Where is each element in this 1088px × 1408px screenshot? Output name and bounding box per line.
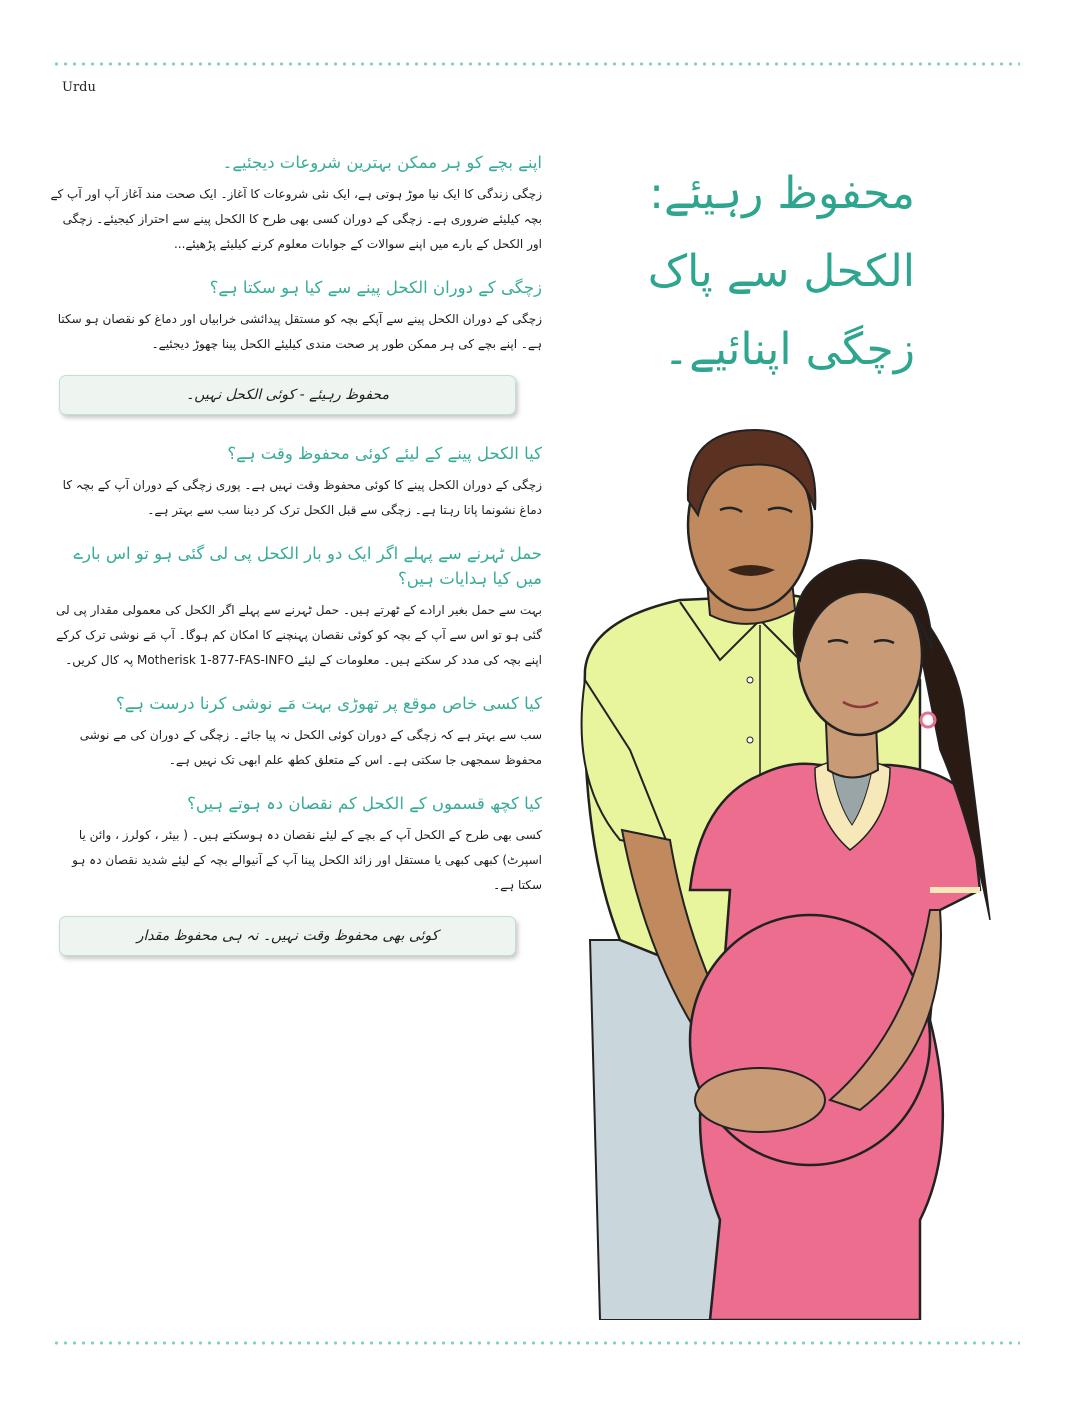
callout-no-safe-amount: کوئی بھی محفوظ وقت نہیں۔ نہ ہی محفوظ مقدار bbox=[59, 916, 516, 956]
section-before-pregnancy bbox=[50, 541, 542, 673]
section-heading: اپنے بچے کو ہر ممکن بہترین شروعات دیجئیے۔ bbox=[222, 153, 542, 172]
section-special-occasion bbox=[50, 691, 542, 773]
title-line-2: الکحل سے پاک bbox=[647, 246, 915, 297]
couple-illustration bbox=[560, 420, 1050, 1320]
title-line-3: زچگی اپنائیے۔ bbox=[663, 324, 915, 375]
callout-no-alcohol: محفوظ رہیئے - کوئی الکحل نہیں۔ bbox=[59, 375, 516, 415]
section-heading: حمل ٹہرنے سے پہلے اگر ایک دو بار الکحل پی لی گئی ہو تو اس بارے میں کیا ہدایات ہیں؟ bbox=[73, 544, 542, 588]
section-heading: کیا کچھ قسموں کے الکحل کم نقصان دہ ہوتے ہیں؟ bbox=[187, 794, 542, 813]
section-heading: زچگی کے دوران الکحل پینے سے کیا ہو سکتا ہے؟ bbox=[209, 278, 542, 297]
page-title bbox=[545, 155, 915, 389]
section-body: کسی بھی طرح کے الکحل آپ کے بچے کے لیئے نقصان دہ ہوسکتے ہیں۔ ( بیئر ، کولرز ، وائن یا اسپرٹ) کبھی کبھی یا مستقل اور زائد الکحل پینا آپ کے آنیوالے بچہ کے لیئے شدید نقصان دہ ہو سکتا ہے۔ bbox=[72, 828, 542, 892]
section-heading: کیا کسی خاص موقع پر تھوڑی بہت مَے نوشی کرنا درست ہے؟ bbox=[115, 694, 542, 713]
section-body: سب سے بہتر ہے کہ زچگی کے دوران کوئی الکحل نہ پیا جائے۔ زچگی کے دوران کی مے نوشی محفوظ سمجھی جا سکتی ہے۔ اس کے متعلق کطھ علم ابھی تک نہیں ہے۔ bbox=[79, 728, 542, 767]
section-types bbox=[50, 791, 542, 898]
article-column bbox=[50, 150, 542, 982]
section-body: زچگی کے دوران الکحل پینے کا کوئی محفوظ وقت نہیں ہے۔ پوری زچگی کے دوران آپ کے بچہ کا دماغ نشونما پاتا رہتا ہے۔ زچگی سے قبل الکحل ترک کر دینا سب سے بہتر ہے۔ bbox=[62, 478, 542, 517]
hair-tie bbox=[921, 713, 935, 727]
top-dotted-rule bbox=[52, 62, 1020, 66]
section-body: زچگی کے دوران الکحل پینے سے آپکے بچہ کو مستقل پیدائشی خرابیاں اور دماغ کو نقصان ہو سکتا ہے۔ اپنے بچے کی ہر ممکن طور پر صحت مندی کیلیئے الکحل پینا چھوڑ دیجئیے۔ bbox=[57, 312, 542, 351]
section-body: زچگی زندگی کا ایک نیا موڑ ہوتی ہے، ایک نئی شروعات کا آغاز۔ ایک صحت مند آغاز آپ اور آپ کے بچہ کیلیئے ضروری ہے۔ زچگی کے دوران کسی بھی طرح کا الکحل پینے سے احتراز کیجیئے۔ زچگی اور الکحل کے بارے میں اپنے سوالات کے جوابات معلوم کرنے کیلیئے پڑھیئے... bbox=[50, 187, 542, 251]
section-body: بہت سے حمل بغیر ارادے کے ٹھرتے ہیں۔ حمل ٹہرنے سے پہلے اگر الکحل کی معمولی مقدار پی لی گئی ہو تو اس سے آپ کے بچہ کو کوئی نقصان پہنچنے کا امکان کم ہوگا۔ آپ مَے نوشی ترک کرکے اپنے بچہ کی مدد کر سکتے ہیں۔ معلومات کے لیئے Motherisk 1-877-FAS-INFO پہ کال کریں۔ bbox=[55, 603, 542, 667]
title-line-1: محفوظ رہیئے: bbox=[649, 168, 915, 219]
section-effects bbox=[50, 275, 542, 357]
clasped-hands bbox=[695, 1068, 825, 1132]
bottom-dotted-rule bbox=[52, 1341, 1020, 1345]
section-safe-time bbox=[50, 441, 542, 523]
section-intro bbox=[50, 150, 542, 257]
language-label: Urdu bbox=[62, 80, 96, 95]
section-heading: کیا الکحل پینے کے لیئے کوئی محفوظ وقت ہے؟ bbox=[227, 444, 542, 463]
